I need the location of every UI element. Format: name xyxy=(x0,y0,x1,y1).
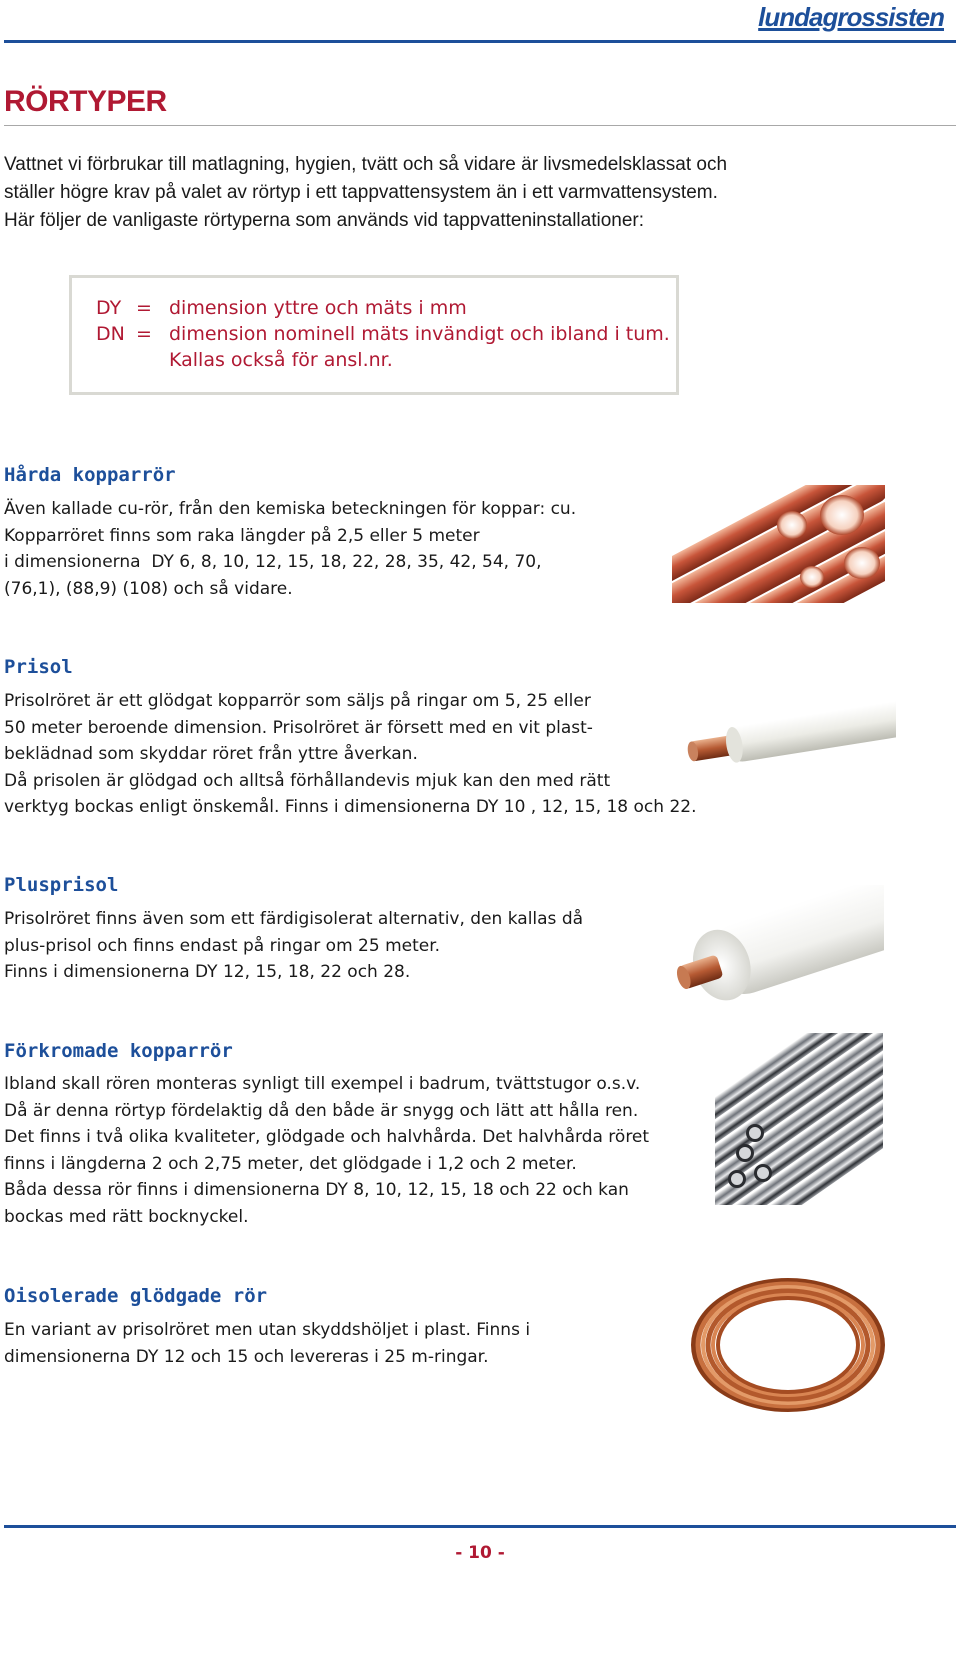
text-line: i dimensionerna DY 6, 8, 10, 12, 15, 18, 22, 28, 35, 42, 54, 70, xyxy=(4,552,542,572)
text-line: verktyg bockas enligt önskemål. Finns i dimensionerna DY 10 , 12, 15, 18 och 22. xyxy=(4,797,697,817)
text-line: Prisolröret är ett glödgat kopparrör som säljs på ringar om 5, 25 eller xyxy=(4,691,591,711)
text-line: Prisolröret finns även som ett färdigisolerat alternativ, den kallas då xyxy=(4,909,584,929)
title-divider xyxy=(4,125,956,126)
intro-line: Vattnet vi förbrukar till matlagning, hygien, tvätt och så vidare är livsmedelsklassat och xyxy=(4,154,728,175)
page-title: RÖRTYPER xyxy=(4,85,167,118)
section-text-prisol xyxy=(4,688,697,821)
text-line: Även kallade cu-rör, från den kemiska beteckningen för koppar: cu. xyxy=(4,499,577,519)
intro-paragraph xyxy=(4,151,904,235)
footer-divider xyxy=(4,1525,956,1528)
definitions-box xyxy=(69,275,679,395)
text-line: beklädnad som skyddar röret från yttre åverkan. xyxy=(4,744,418,764)
definition-description: Kallas också för ansl.nr. xyxy=(169,349,393,371)
text-line: finns i längderna 2 och 2,75 meter, det glödgade i 1,2 och 2 meter. xyxy=(4,1153,577,1174)
insulated-pipe-image xyxy=(670,885,884,1003)
text-line: plus-prisol och finns endast på ringar om 25 meter. xyxy=(4,935,441,956)
text-line: Kopparröret finns som raka längder på 2,5 eller 5 meter xyxy=(4,525,480,546)
section-heading-prisol: Prisol xyxy=(4,656,73,678)
section-heading-harda-kopparror: Hårda kopparrör xyxy=(4,464,176,486)
text-line: bockas med rätt bocknyckel. xyxy=(4,1206,249,1227)
section-heading-forkromade-kopparror: Förkromade kopparrör xyxy=(4,1040,233,1062)
section-heading-oisolerade-glodgade-ror: Oisolerade glödgade rör xyxy=(4,1285,268,1307)
definition-equals: = xyxy=(136,297,152,319)
section-text-harda-kopparror xyxy=(4,496,576,602)
section-text-oisolerade-glodgade-ror xyxy=(4,1317,530,1370)
company-logo: lundagrossisten xyxy=(758,2,944,32)
page-number: - 10 - xyxy=(455,1543,505,1563)
text-line: (76,1), (88,9) (108) och så vidare. xyxy=(4,578,293,599)
copper-coil-image xyxy=(688,1270,888,1420)
text-line: Finns i dimensionerna DY 12, 15, 18, 22 och 28. xyxy=(4,962,411,982)
definition-term: DY xyxy=(96,297,122,319)
text-line: Då prisolen är glödgad och alltså förhållandevis mjuk kan den med rätt xyxy=(4,770,611,791)
text-line: 50 meter beroende dimension. Prisolröret är försett med en vit plast- xyxy=(4,717,593,738)
chrome-pipes-image xyxy=(715,1033,883,1205)
section-heading-plusprisol: Plusprisol xyxy=(4,874,119,896)
text-line: Det finns i två olika kvaliteter, glödgade och halvhårda. Det halvhårda röret xyxy=(4,1127,650,1147)
definition-description: dimension nominell mäts invändigt och ibland i tum. xyxy=(169,323,670,345)
text-line: Ibland skall rören monteras synligt till exempel i badrum, tvättstugor o.s.v. xyxy=(4,1074,641,1094)
copper-pipes-image xyxy=(672,485,885,603)
intro-line: ställer högre krav på valet av rörtyp i ett tappvattensystem än i ett varmvattensystem. xyxy=(4,182,718,203)
section-text-forkromade-kopparror xyxy=(4,1071,649,1230)
text-line: En variant av prisolröret men utan skyddshöljet i plast. Finns i xyxy=(4,1320,531,1340)
definition-equals: = xyxy=(136,323,152,345)
header-divider xyxy=(4,40,956,43)
intro-line: Här följer de vanligaste rörtyperna som används vid tappvatteninstallationer: xyxy=(4,210,645,231)
definition-description: dimension yttre och mäts i mm xyxy=(169,297,467,319)
text-line: dimensionerna DY 12 och 15 och levereras i 25 m-ringar. xyxy=(4,1346,489,1367)
text-line: Båda dessa rör finns i dimensionerna DY 8, 10, 12, 15, 18 och 22 och kan xyxy=(4,1180,629,1200)
definition-term: DN xyxy=(96,323,125,345)
coated-pipe-image xyxy=(684,700,896,776)
section-text-plusprisol xyxy=(4,906,583,986)
text-line: Då är denna rörtyp fördelaktig då den både är snygg och lätt att hålla ren. xyxy=(4,1100,639,1121)
